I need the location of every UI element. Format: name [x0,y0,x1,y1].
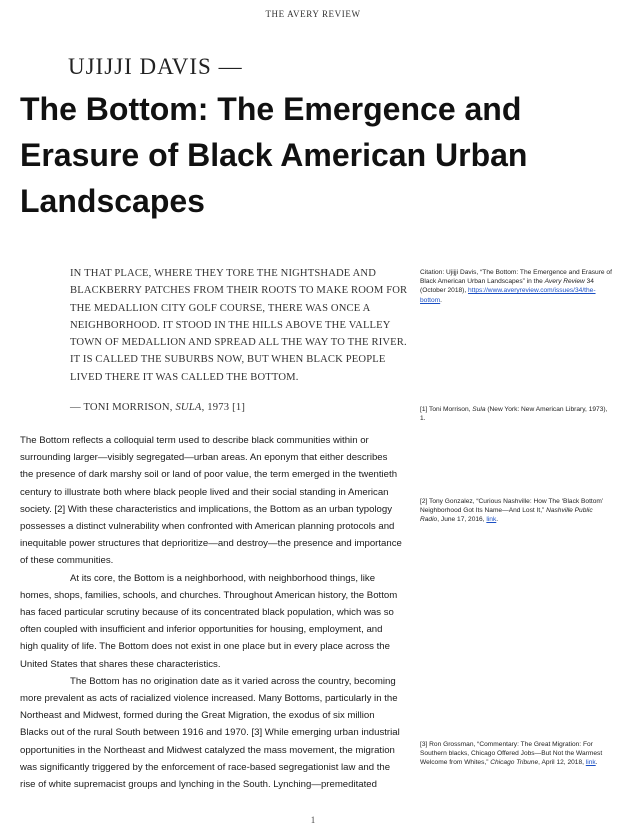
epigraph-quote: IN THAT PLACE, WHERE THEY TORE THE NIGHTSHADE AND BLACKBERRY PATCHES FROM THEIR ROOTS TO MAKE ROOM FOR THE MEDALLION CITY GOLF COURSE, THERE WAS ONCE A NEIGHBORHOOD. IT STOOD IN THE HILLS ABOVE THE VALLEY TOWN OF MEDALLION AND SPREAD ALL THE WAY TO THE RIVER. IT IS CALLED THE SUBURBS NOW, BUT WHEN BLACK PEOPLE LIVED THERE IT WAS CALLED THE BOTTOM. [70,268,408,383]
footnote-3-work: Chicago Tribune [490,759,539,767]
footnote-3-suffix: , April 12, 2018, [538,759,586,767]
citation-end: . [440,296,443,304]
footnote-2 [420,497,612,525]
citation-suffix: 34 (October 2018), [420,278,594,295]
citation-link[interactable]: https://www.averyreview.com/issues/34/the-bottom [420,287,596,304]
journal-name: THE AVERY REVIEW [265,9,361,19]
article-body [20,432,402,793]
article-title: The Bottom: The Emergence and Erasure of Black American Urban Landscapes [20,91,528,219]
footnote-2-end: . [496,516,499,524]
footnote-1 [420,405,612,423]
page-number: 1 [310,815,316,825]
footnote-2-link[interactable]: link [486,516,497,524]
author-name: UJIJJI DAVIS — [68,54,243,79]
footnote-2-work: Nashville Public Radio [420,507,593,524]
body-paragraph-3: The Bottom has no origination date as it varied across the country, becoming more prevalent as acts of racialized violence increased. Many Bottoms, particularly in the Northeast and Midwest, formed during the Great Migration, the exodus of six million Blacks out of the rural South between 1916 and 1970. [3] While emerging urban industrial opportunities in the Northeast and Midwest catalyzed the mass movement, the migration was significantly triggered by the enforcement of race-based segregationist law and the rise of white supremacist groups and lynching in the South. Lynching—premeditated [20,675,400,791]
footnote-1-work: Sula [472,406,486,413]
footnote-3-end: . [595,759,598,767]
footnote-3 [420,740,612,768]
epigraph-attribution [70,402,245,413]
footnote-2-suffix: , June 17, 2016, [437,516,487,524]
footnote-3-prefix: [3] Ron Grossman, “Commentary: The Great Migration: For Southern blacks, Chicago Offered Jobs—But Not the Warmest Welcome from Whites,” [420,741,603,767]
footnote-3-link[interactable]: link [585,759,596,767]
attribution-suffix: , 1973 [1] [201,402,246,413]
body-paragraph-2: At its core, the Bottom is a neighborhood, with neighborhood things, like homes, shops, families, schools, and churches. Throughout American history, the Bottom has faced particular scrutiny because of its concentrated black population, which was so often coupled with insufficient and inferior opportunities for housing, employment, and high quality of life. The Bottom does not exist in one place but in every place across the United States that shares these characteristics. [20,572,398,670]
footnote-2-prefix: [2] Tony Gonzalez, “Curious Nashville: How The ‘Black Bottom’ Neighborhood Got Its Name—And Lost It,” [420,498,604,515]
citation-journal: Avery Review [544,278,585,286]
footnote-1-prefix: [1] Toni Morrison, [420,406,473,413]
footnote-1-suffix: (New York: New American Library, 1973), 1. [420,406,608,423]
attribution-work: SULA [175,402,202,413]
body-paragraph-1: The Bottom reflects a colloquial term used to describe black communities within or surrounding larger—visibly segregated—urban areas. An eponym that either describes the presence of dark marshy soil or land of poor value, the term emerged in the twentieth century to illustrate both where black people lived and their social standing in American society. [2] With these characteristics and implications, the Bottom as an urban typology possesses a distinct vulnerability when confronted with American planning protocols and inequitable power structures that deprioritize—and destroy—the presence and importance of these communities. [20,435,402,567]
citation-note [420,268,612,305]
attribution-author: — TONI MORRISON, [70,402,176,413]
citation-prefix: Citation: Ujijji Davis, “The Bottom: The Emergence and Erasure of Black American Urban Landscapes” in the [420,269,612,286]
